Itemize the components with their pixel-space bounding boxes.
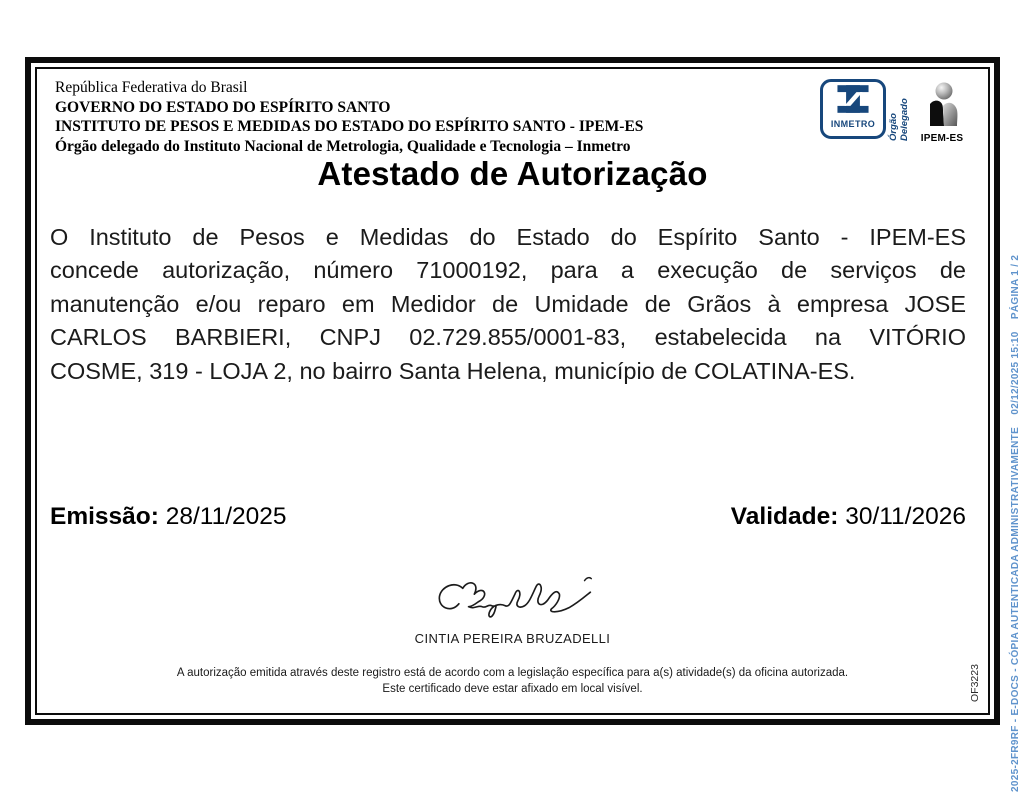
- body-line: O Instituto de Pesos e Medidas do Estado do Espírito Santo - IPEM-ES: [50, 224, 966, 250]
- body-line: CARLOS BARBIERI, CNPJ 02.729.855/0001-83, estabelecida na VITÓRIO: [50, 324, 966, 351]
- signature-block: [37, 569, 988, 646]
- validity-field: [731, 503, 966, 531]
- body-line: concede autorização, número 71000192, para a execução de serviços de: [50, 257, 966, 284]
- page-title: Atestado de Autorização: [317, 155, 708, 192]
- ipem-person-icon: [920, 115, 964, 132]
- orgao-delegado-line-2: Delegado: [898, 98, 910, 141]
- emission-field: [50, 503, 287, 531]
- header-line-institute: INSTITUTO DE PESOS E MEDIDAS DO ESTADO DO ESPÍRITO SANTO - IPEM-ES: [55, 118, 644, 135]
- validity-label: Validade:: [730, 503, 839, 530]
- edocs-watermark: 2025-2FR9RF - E-DOCS - CÓPIA AUTENTICADA ADMINISTRATIVAMENTE 02/12/2025 15:10 PÁGINA 1 / 2: [1010, 254, 1021, 792]
- signature-scribble: [423, 569, 603, 627]
- ipem-label: IPEM-ES: [920, 133, 964, 144]
- footer-notes: [37, 666, 988, 697]
- header-block: [55, 78, 643, 156]
- footer-note-2: Este certificado deve estar afixado em local visível.: [382, 682, 643, 695]
- of-code: OF3223: [969, 664, 981, 702]
- orgao-delegado-line-1: Órgão: [888, 113, 899, 141]
- certificate-content: [37, 69, 988, 713]
- body-line: COSME, 319 - LOJA 2, no bairro Santa Helena, município de COLATINA-ES.: [50, 357, 856, 384]
- signatory-name: CINTIA PEREIRA BRUZADELLI: [414, 631, 611, 646]
- header-line-republic: República Federativa do Brasil: [55, 79, 248, 96]
- inmetro-label: INMETRO: [830, 119, 876, 129]
- footer-note-1: A autorização emitida através deste registro está de acordo com a legislação específica para a(s) atividade(s) da oficina autorizada.: [176, 667, 849, 679]
- dates-row: [50, 503, 966, 531]
- certificate-inner-border: [35, 67, 990, 715]
- inmetro-logo: [820, 79, 886, 139]
- emission-value: 28/11/2025: [165, 503, 287, 530]
- ipem-logo: [911, 82, 973, 144]
- header-line-government: GOVERNO DO ESTADO DO ESPÍRITO SANTO: [55, 98, 391, 116]
- header-line-delegated: Órgão delegado do Instituto Nacional de Metrologia, Qualidade e Tecnologia – Inmetro: [55, 137, 631, 155]
- body-line: manutenção e/ou reparo em Medidor de Umidade de Grãos à empresa JOSE: [50, 290, 966, 317]
- emission-label: Emissão:: [50, 503, 159, 530]
- inmetro-ibeam-icon: [834, 84, 872, 119]
- validity-value: 30/11/2026: [845, 503, 966, 530]
- orgao-delegado-label: [889, 98, 910, 141]
- body-paragraph: [50, 221, 966, 388]
- certificate-border: [25, 57, 1000, 725]
